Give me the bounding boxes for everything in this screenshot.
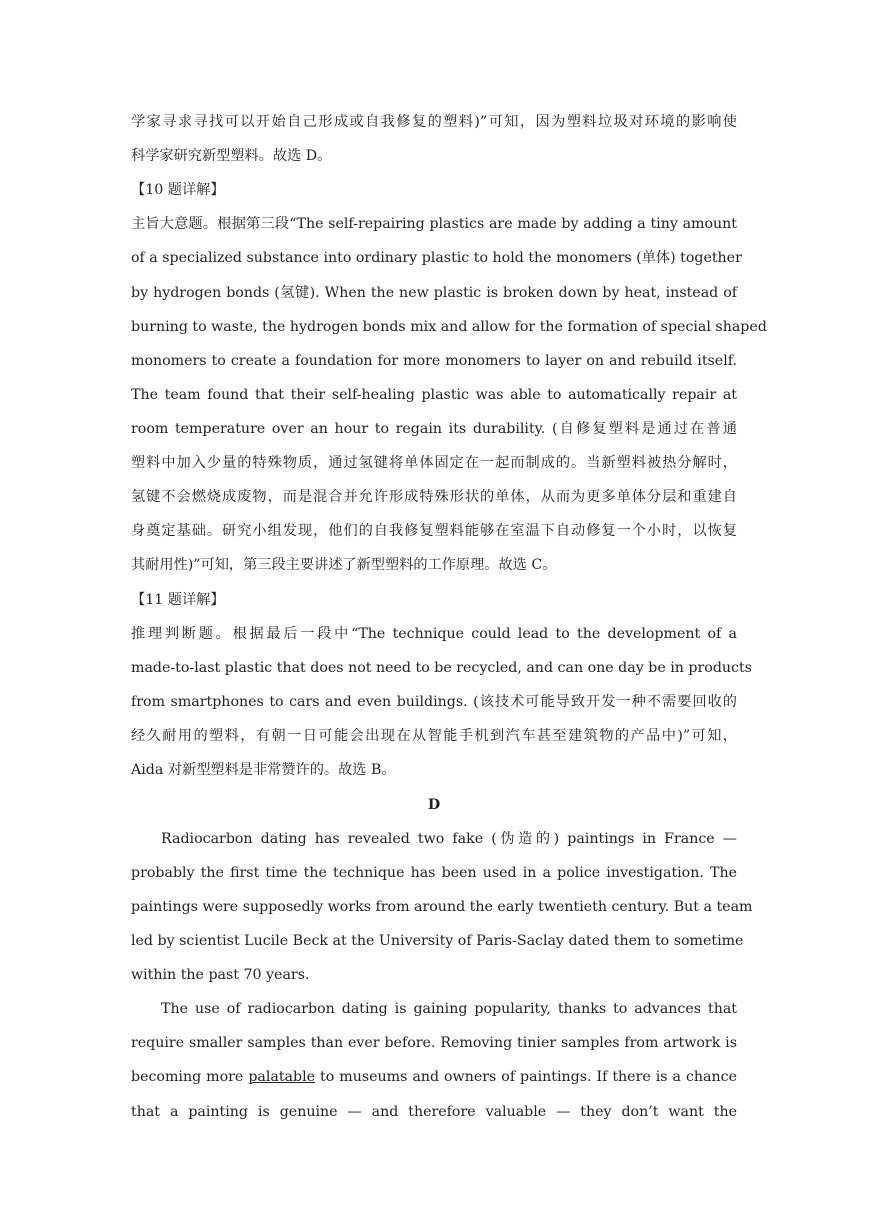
- text-segment: becoming more: [131, 1069, 249, 1085]
- section-heading: 【11 题详解】: [131, 592, 225, 608]
- text-line: room temperature over an hour to regain its durability. (自修复塑料是通过在普通: [131, 421, 737, 437]
- text-line: Aida 对新型塑料是非常赞许的。故选 B。: [131, 762, 396, 778]
- text-line: paintings were supposedly works from around the early twentieth century. But a team: [131, 899, 753, 915]
- passage-title: D: [427, 797, 441, 813]
- text-line: 其耐用性)”可知，第三段主要讲述了新型塑料的工作原理。故选 C。: [131, 557, 557, 573]
- text-line: Radiocarbon dating has revealed two fake (伪造的) paintings in France —: [161, 831, 737, 847]
- text-line: led by scientist Lucile Beck at the University of Paris-Saclay dated them to sometime: [131, 933, 744, 949]
- text-line: from smartphones to cars and even buildings. (该技术可能导致开发一种不需要回收的: [131, 694, 737, 710]
- text-line: 学家寻求寻找可以开始自己形成或自我修复的塑料)”可知，因为塑料垃圾对环境的影响使: [131, 114, 737, 130]
- text-line: [131, 1067, 737, 1087]
- text-line: within the past 70 years.: [131, 967, 310, 983]
- text-line: probably the first time the technique has been used in a police investigation. The: [131, 865, 737, 881]
- text-line: require smaller samples than ever before. Removing tinier samples from artwork is: [131, 1035, 737, 1051]
- text-line: 身奠定基础。研究小组发现，他们的自我修复塑料能够在室温下自动修复一个小时，以恢复: [131, 523, 737, 539]
- text-line: 经久耐用的塑料，有朝一日可能会出现在从智能手机到汽车甚至建筑物的产品中)”可知，: [131, 728, 737, 744]
- text-line: 科学家研究新型塑料。故选 D。: [131, 148, 332, 164]
- text-line: made-to-last plastic that does not need to be recycled, and can one day be in products: [131, 660, 752, 676]
- text-line: of a specialized substance into ordinary plastic to hold the monomers (单体) together: [131, 250, 742, 266]
- text-line: by hydrogen bonds (氢键). When the new plastic is broken down by heat, instead of: [131, 285, 737, 301]
- text-segment: to museums and owners of paintings. If there is a chance: [315, 1069, 737, 1085]
- text-line: The team found that their self-healing plastic was able to automatically repair at: [131, 387, 737, 403]
- text-line: 推理判断题。根据最后一段中“The technique could lead to the development of a: [131, 626, 737, 642]
- text-line: The use of radiocarbon dating is gaining popularity, thanks to advances that: [161, 1001, 737, 1017]
- text-line: that a painting is genuine — and therefore valuable — they don’t want the: [131, 1104, 737, 1120]
- text-line: 主旨大意题。根据第三段“The self-repairing plastics are made by adding a tiny amount: [131, 216, 737, 232]
- text-line: monomers to create a foundation for more monomers to layer on and rebuild itself.: [131, 353, 737, 369]
- section-heading: 【10 题详解】: [131, 182, 225, 198]
- underlined-word: palatable: [248, 1069, 316, 1085]
- text-line: burning to waste, the hydrogen bonds mix and allow for the formation of special shaped: [131, 319, 767, 335]
- text-line: 塑料中加入少量的特殊物质，通过氢键将单体固定在一起而制成的。当新塑料被热分解时，: [131, 455, 737, 471]
- text-line: 氢键不会燃烧成废物，而是混合并允许形成特殊形状的单体，从而为更多单体分层和重建自: [131, 489, 737, 505]
